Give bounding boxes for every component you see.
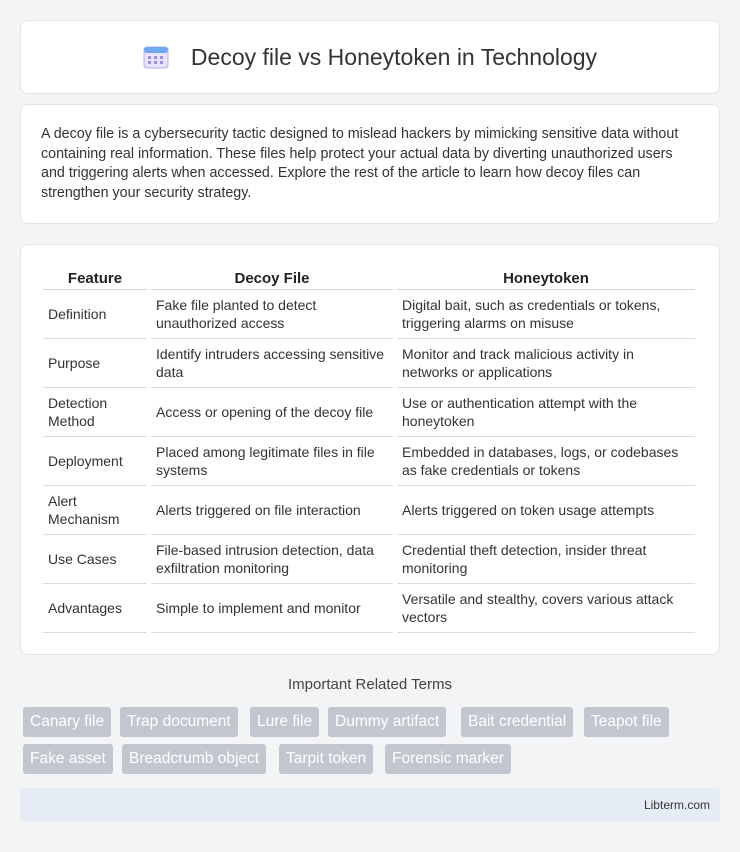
header-feature: Feature xyxy=(43,265,147,290)
comparison-table-card xyxy=(20,244,720,655)
title-card xyxy=(20,20,720,94)
related-term-tag[interactable]: Teapot file xyxy=(584,707,669,737)
table-row xyxy=(43,388,695,437)
feature-cell: Advantages xyxy=(43,584,147,633)
table-row xyxy=(43,339,695,388)
related-term-tag[interactable]: Bait credential xyxy=(461,707,573,737)
related-term-tag[interactable]: Breadcrumb object xyxy=(122,744,266,774)
table-row xyxy=(43,437,695,486)
feature-cell: Alert Mechanism xyxy=(43,486,147,535)
honeytoken-cell: Use or authentication attempt with the honeytoken xyxy=(397,388,695,437)
table-header-row xyxy=(43,265,695,290)
related-term-tag[interactable]: Fake asset xyxy=(23,744,113,774)
decoy-file-cell: Simple to implement and monitor xyxy=(151,584,393,633)
decoy-file-cell: Access or opening of the decoy file xyxy=(151,388,393,437)
header-decoy-file: Decoy File xyxy=(151,265,393,290)
intro-text: A decoy file is a cybersecurity tactic designed to mislead hackers by mimicking sensitive data without containing real information. These files help protect your actual data by diverting unauthorized users and triggering alerts when accessed. Explore the rest of the article to learn how decoy files can strengthen your security strategy. xyxy=(41,126,679,201)
table-row xyxy=(43,584,695,633)
honeytoken-cell: Credential theft detection, insider threat monitoring xyxy=(397,535,695,584)
header-honeytoken: Honeytoken xyxy=(397,265,695,290)
comparison-table xyxy=(39,265,699,633)
feature-cell: Use Cases xyxy=(43,535,147,584)
feature-cell: Definition xyxy=(43,290,147,339)
related-term-tag[interactable]: Canary file xyxy=(23,707,111,737)
table-row xyxy=(43,486,695,535)
honeytoken-cell: Monitor and track malicious activity in networks or applications xyxy=(397,339,695,388)
related-term-tag[interactable]: Forensic marker xyxy=(385,744,511,774)
decoy-file-cell: Identify intruders accessing sensitive data xyxy=(151,339,393,388)
feature-cell: Purpose xyxy=(43,339,147,388)
related-terms-title: Important Related Terms xyxy=(288,676,452,693)
honeytoken-cell: Digital bait, such as credentials or tokens, triggering alarms on misuse xyxy=(397,290,695,339)
decoy-file-cell: Placed among legitimate files in file systems xyxy=(151,437,393,486)
honeytoken-cell: Embedded in databases, logs, or codebases as fake credentials or tokens xyxy=(397,437,695,486)
page-title: Decoy file vs Honeytoken in Technology xyxy=(190,43,598,70)
related-term-tag[interactable]: Trap document xyxy=(120,707,238,737)
footer-source: Libterm.com xyxy=(643,798,710,812)
honeytoken-cell: Alerts triggered on token usage attempts xyxy=(397,486,695,535)
footer xyxy=(20,788,720,822)
related-term-tag[interactable]: Tarpit token xyxy=(279,744,373,774)
feature-cell: Deployment xyxy=(43,437,147,486)
honeytoken-cell: Versatile and stealthy, covers various attack vectors xyxy=(397,584,695,633)
related-term-tag[interactable]: Lure file xyxy=(250,707,319,737)
feature-cell: Detection Method xyxy=(43,388,147,437)
calendar-grid-icon xyxy=(143,45,169,69)
intro-card xyxy=(20,104,720,224)
decoy-file-cell: File-based intrusion detection, data exfiltration monitoring xyxy=(151,535,393,584)
decoy-file-cell: Fake file planted to detect unauthorized access xyxy=(151,290,393,339)
table-row xyxy=(43,535,695,584)
decoy-file-cell: Alerts triggered on file interaction xyxy=(151,486,393,535)
table-row xyxy=(43,290,695,339)
related-term-tag[interactable]: Dummy artifact xyxy=(328,707,446,737)
